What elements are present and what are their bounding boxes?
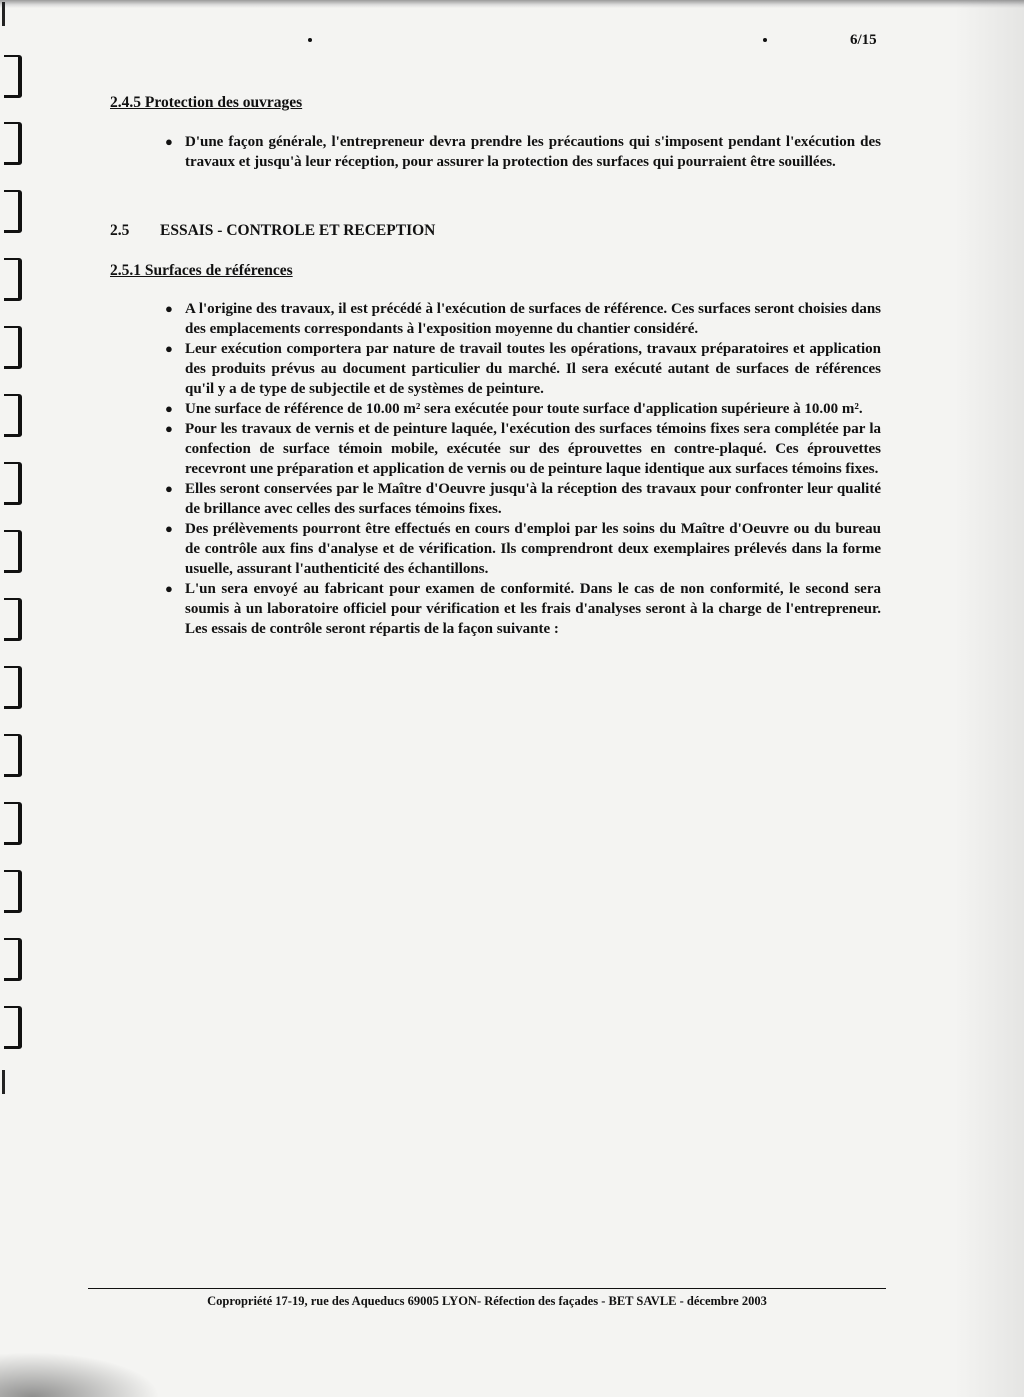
bullet-icon: ● bbox=[165, 581, 173, 596]
binder-ring bbox=[4, 870, 22, 913]
section-heading-2-4-5: 2.4.5 Protection des ouvrages bbox=[110, 94, 303, 111]
binder-ring bbox=[4, 394, 22, 437]
binder-ring bbox=[4, 122, 22, 165]
footer-text: Copropriété 17-19, rue des Aqueducs 69005 LYON- Réfection des façades - BET SAVLE - décembre 2003 bbox=[207, 1294, 767, 1308]
bullet-icon: ● bbox=[165, 421, 173, 436]
list-item bbox=[165, 579, 881, 639]
bullet-icon: ● bbox=[165, 301, 173, 316]
list-item bbox=[165, 339, 881, 399]
binder-ring bbox=[4, 326, 22, 369]
section-heading-2-5 bbox=[110, 222, 435, 240]
list-item bbox=[165, 419, 881, 479]
section-number: 2.5 bbox=[110, 222, 130, 239]
scan-top-edge bbox=[0, 0, 1024, 8]
binder-holes bbox=[0, 0, 30, 1397]
bullet-icon: ● bbox=[165, 521, 173, 536]
list-item bbox=[165, 479, 881, 519]
list-item bbox=[165, 519, 881, 579]
list-item-text: Des prélèvements pourront être effectués en cours d'emploi par les soins du Maître d'Oeuvre ou du bureau de contrôle aux fins d'analyse et de vérification. Ils comprendront deux exemplaires prélevés dans la forme usuelle, assurant l'authenticité des échantillons. bbox=[185, 521, 881, 577]
list-item-text: Pour les travaux de vernis et de peinture laquée, l'exécution des surfaces témoins fixes sera complétée par la confection de surface témoin mobile, exécutée sur des éprouvettes en contre-plaqué. Ces éprouvettes recevront une préparation et application de vernis ou de peinture laque identique aux surfaces témoins fixes. bbox=[185, 421, 881, 477]
binder-ring bbox=[4, 734, 22, 777]
bullet-icon: ● bbox=[165, 341, 173, 356]
binder-ring bbox=[4, 598, 22, 641]
header-dot bbox=[308, 38, 312, 42]
section-title: ESSAIS - CONTROLE ET RECEPTION bbox=[160, 222, 436, 239]
protection-list bbox=[165, 132, 881, 172]
list-item-text: D'une façon générale, l'entrepreneur devra prendre les précautions qui s'imposent pendant l'exécution des travaux et jusqu'à leur réception, pour assurer la protection des surfaces qui pourraient être souillées. bbox=[185, 134, 881, 170]
binder-ring bbox=[4, 55, 22, 98]
binder-mark bbox=[2, 2, 5, 26]
binder-ring bbox=[4, 666, 22, 709]
reference-surfaces-list bbox=[165, 299, 881, 639]
bullet-icon: ● bbox=[165, 134, 173, 149]
binder-ring bbox=[4, 802, 22, 845]
page-number: 6/15 bbox=[850, 32, 877, 48]
binder-ring bbox=[4, 462, 22, 505]
list-item-text: A l'origine des travaux, il est précédé à l'exécution de surfaces de référence. Ces surfaces seront choisies dans des emplacements correspondants à l'exposition moyenne du chantier considéré. bbox=[185, 301, 881, 337]
binder-mark bbox=[2, 1070, 5, 1094]
binder-ring bbox=[4, 258, 22, 301]
binder-ring bbox=[4, 190, 22, 233]
list-item bbox=[165, 132, 881, 172]
list-item-text: Une surface de référence de 10.00 m² sera exécutée pour toute surface d'application supérieure à 10.00 m². bbox=[185, 401, 863, 417]
binder-ring bbox=[4, 938, 22, 981]
bullet-icon: ● bbox=[165, 481, 173, 496]
footer-rule bbox=[88, 1288, 886, 1289]
scan-right-shadow bbox=[954, 0, 1024, 1397]
binder-ring bbox=[4, 530, 22, 573]
binder-ring bbox=[4, 1006, 22, 1049]
list-item bbox=[165, 299, 881, 339]
list-item-text: Elles seront conservées par le Maître d'Oeuvre jusqu'à la réception des travaux pour confronter leur qualité de brillance avec celles des surfaces témoins fixes. bbox=[185, 481, 881, 517]
list-item bbox=[165, 399, 881, 419]
bullet-icon: ● bbox=[165, 401, 173, 416]
list-item-text: L'un sera envoyé au fabricant pour examen de conformité. Dans le cas de non conformité, le second sera soumis à un laboratoire officiel pour vérification et les frais d'analyses seront à la charge de l'entrepreneur. Les essais de contrôle seront répartis de la façon suivante : bbox=[185, 581, 881, 637]
list-item-text: Leur exécution comportera par nature de travail toutes les opérations, travaux préparatoires et application des produits prévus au document particulier du marché. Il sera exécuté autant de surfaces de références qu'il y a de type de subjectile et de systèmes de peinture. bbox=[185, 341, 881, 397]
section-heading-2-5-1: 2.5.1 Surfaces de références bbox=[110, 262, 293, 279]
header-dot bbox=[763, 38, 767, 42]
